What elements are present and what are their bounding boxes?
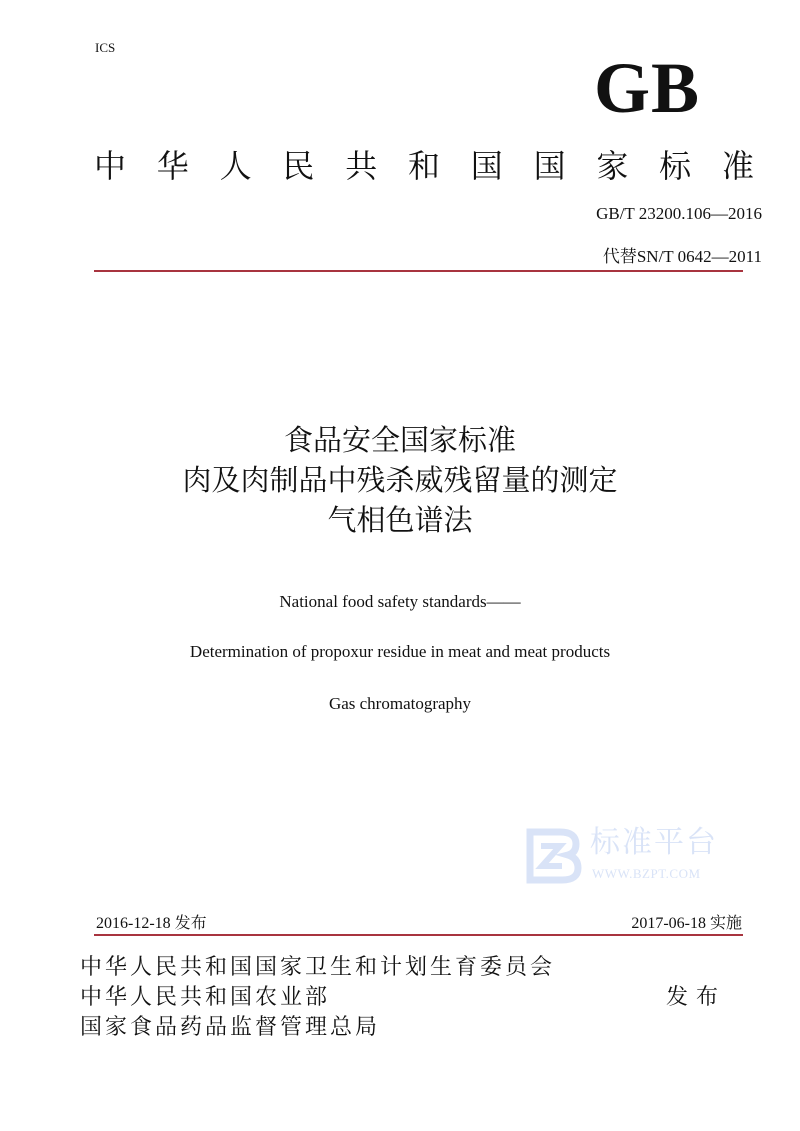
- heading-char: 国: [533, 147, 566, 185]
- ics-label: ICS: [95, 40, 116, 55]
- heading-char: 家: [596, 147, 629, 185]
- national-standard-heading: [94, 147, 754, 185]
- standard-number: GB/T 23200.106—2016: [596, 204, 762, 223]
- bz-logo-icon: [524, 826, 582, 884]
- heading-char: 共: [345, 147, 378, 185]
- implementation-date: 2017-06-18 实施: [631, 915, 742, 932]
- gb-logo: GB: [593, 48, 700, 128]
- heading-char: 和: [407, 147, 440, 185]
- heading-char: 华: [156, 147, 189, 185]
- watermark: [524, 826, 724, 890]
- issuer-2: 中华人民共和国农业部: [80, 985, 331, 1010]
- chinese-title: [0, 420, 800, 540]
- watermark-text: 标准平台: [590, 826, 718, 859]
- publish-label: 发布: [665, 985, 726, 1010]
- issue-date: 2016-12-18 发布: [96, 915, 207, 932]
- english-title-line-3: Gas chromatography: [328, 694, 472, 713]
- heading-char: 中: [94, 147, 127, 185]
- heading-char: 国: [470, 147, 503, 185]
- footer-divider: [94, 934, 743, 936]
- header-divider: [94, 270, 743, 272]
- issuer-3: 国家食品药品监督管理总局: [80, 1015, 381, 1040]
- title-line-2: 肉及肉制品中残杀威残留量的测定: [182, 463, 618, 497]
- title-line-3: 气相色谱法: [327, 503, 473, 537]
- english-title-line-1: National food safety standards——: [279, 592, 521, 611]
- heading-char: 民: [282, 147, 315, 185]
- replaces-standard: 代替SN/T 0642—2011: [602, 247, 762, 266]
- heading-char: 准: [721, 147, 754, 185]
- english-title-line-2: Determination of propoxur residue in meat and meat products: [189, 642, 611, 661]
- heading-char: 标: [659, 147, 692, 185]
- issuer-1: 中华人民共和国国家卫生和计划生育委员会: [80, 955, 556, 980]
- watermark-url: WWW.BZPT.COM: [592, 866, 701, 881]
- heading-char: 人: [219, 147, 252, 185]
- title-line-1: 食品安全国家标准: [283, 423, 516, 457]
